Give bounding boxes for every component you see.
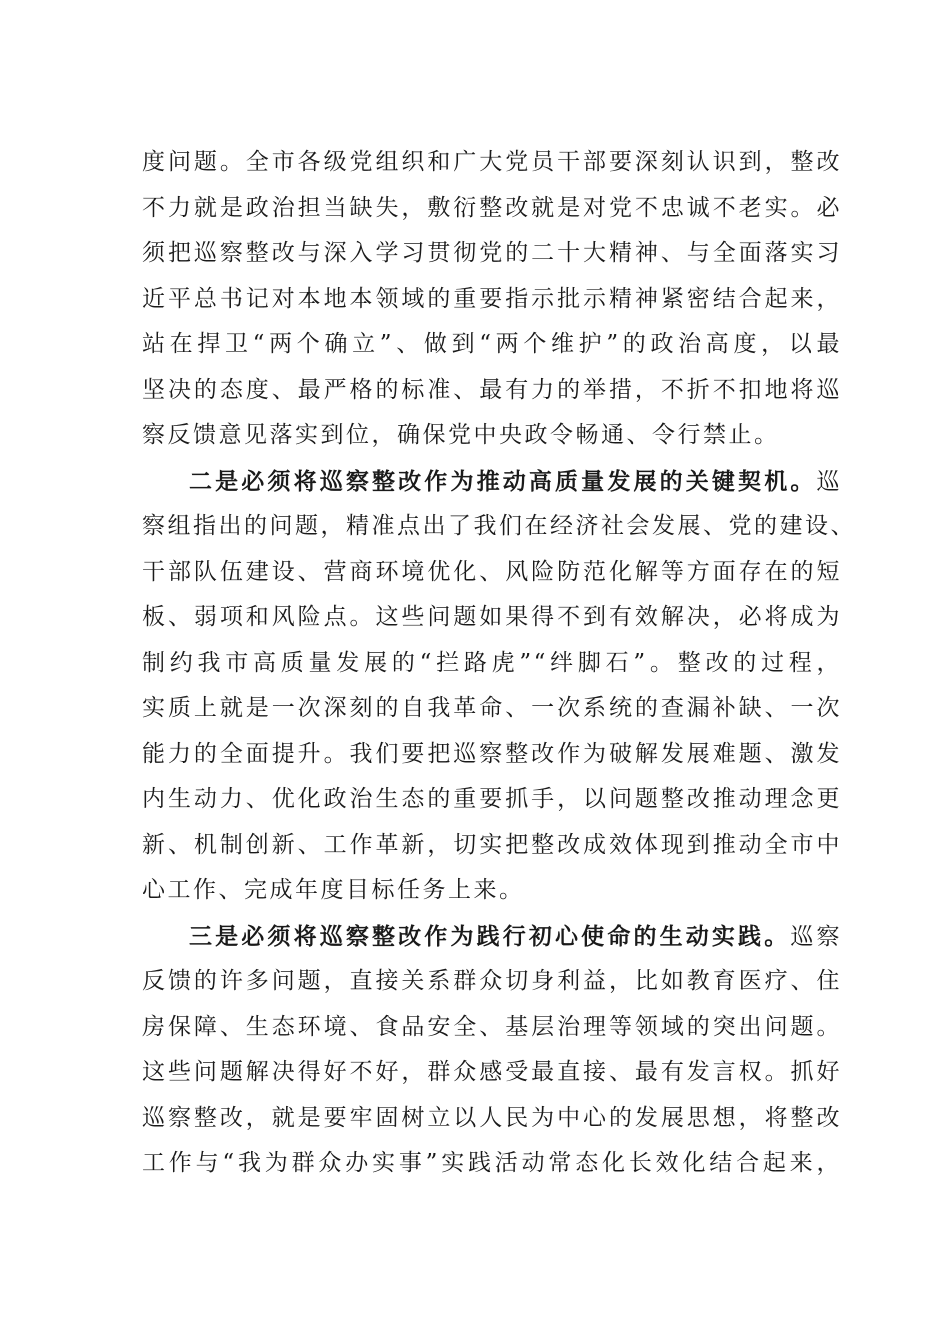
p2-line-6: 实质上就是一次深刻的自我革命、一次系统的查漏补缺、一次 [142, 695, 842, 721]
p1-line-5: 站在捍卫“两个确立”、做到“两个维护”的政治高度，以最 [142, 331, 842, 357]
p1-line-4: 近平总书记对本地本领域的重要指示批示精神紧密结合起来， [142, 285, 842, 312]
p2-line-9: 新、机制创新、工作革新，切实把整改成效体现到推动全市中 [142, 831, 842, 858]
p3-line-6: 工作与“我为群众办实事”实践活动常态化长效化结合起来， [142, 1150, 842, 1176]
p2-line-3: 干部队伍建设、营商环境优化、风险防范化解等方面存在的短 [142, 558, 842, 585]
p1-line-3: 须把巡察整改与深入学习贯彻党的二十大精神、与全面落实习 [142, 240, 842, 266]
document-body [142, 140, 856, 1187]
p3-line-5: 巡察整改，就是要牢固树立以人民为中心的发展思想，将整改 [142, 1104, 842, 1131]
p2-line-2: 察组指出的问题，精准点出了我们在经济社会发展、党的建设、 [142, 513, 856, 539]
p3-line-4: 这些问题解决得好不好，群众感受最直接、最有发言权。抓好 [142, 1059, 842, 1085]
p2-line-7: 能力的全面提升。我们要把巡察整改作为破解发展难题、激发 [142, 740, 842, 767]
p3-line-2: 反馈的许多问题，直接关系群众切身利益，比如教育医疗、住 [142, 968, 842, 994]
p2-first-line-rest: 巡 [816, 468, 842, 495]
p2-heading: 二是必须将巡察整改作为推动高质量发展的关键契机。 [189, 467, 817, 495]
p2-line-4: 板、弱项和风险点。这些问题如果得不到有效解决，必将成为 [142, 604, 842, 630]
p2-line-5: 制约我市高质量发展的“拦路虎”“绊脚石”。整改的过程， [142, 649, 842, 676]
p1-line-2: 不力就是政治担当缺失，敷衍整改就是对党不忠诚不老实。必 [142, 194, 842, 221]
p3-heading: 三是必须将巡察整改作为践行初心使命的生动实践。 [189, 922, 791, 950]
p2-first-line [142, 459, 842, 505]
p3-line-3: 房保障、生态环境、食品安全、基层治理等领域的突出问题。 [142, 1013, 842, 1040]
p3-first-line [142, 914, 842, 960]
p1-line-1: 度问题。全市各级党组织和广大党员干部要深刻认识到，整改 [142, 149, 842, 175]
p1-line-7: 察反馈意见落实到位，确保党中央政令畅通、令行禁止。 [142, 422, 780, 448]
p2-line-10: 心工作、完成年度目标任务上来。 [142, 877, 525, 903]
p2-line-8: 内生动力、优化政治生态的重要抓手，以问题整改推动理念更 [142, 786, 842, 812]
p1-line-6: 坚决的态度、最严格的标准、最有力的举措，不折不扣地将巡 [142, 376, 842, 403]
p3-first-line-rest: 巡察 [790, 923, 843, 950]
